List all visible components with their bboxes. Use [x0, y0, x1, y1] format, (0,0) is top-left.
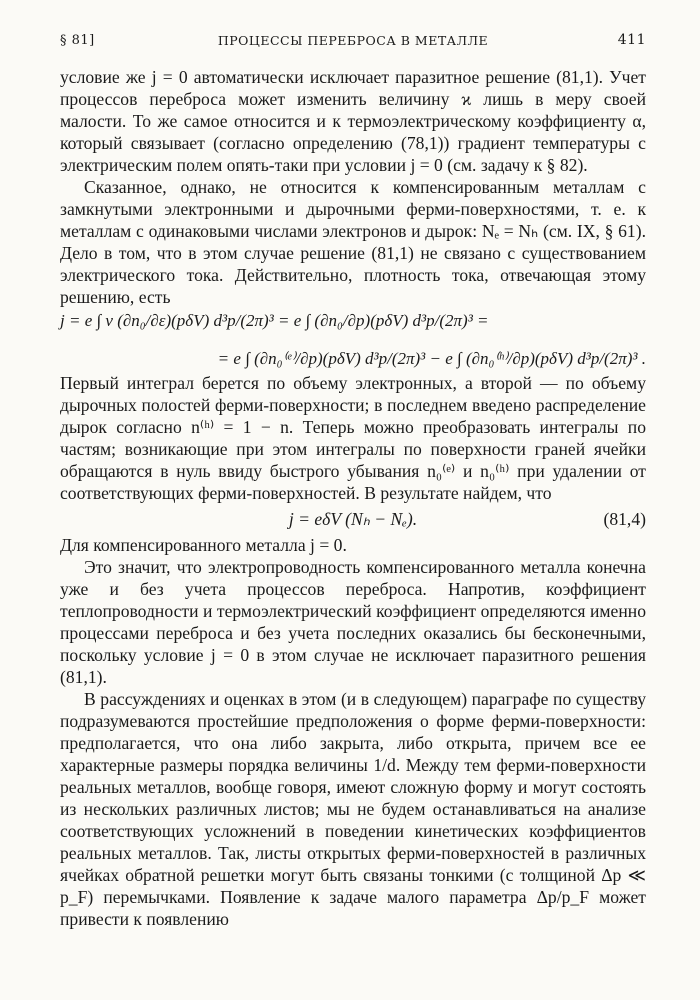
equation-81-4 [60, 504, 646, 534]
page-number: 411 [617, 32, 646, 48]
current-density-formula [60, 310, 646, 372]
paragraph-1: условие же j = 0 автоматически исключает паразитное решение (81,1). Учет процессов переброса может изменить величину ϰ лишь в меру своей малости. То же самое относится и к термоэлектрическому коэффициенту α, который связывает (согласно определению (78,1)) градиент температуры с электрическим полем опять-таки при условии j = 0 (см. задачу к § 82). [60, 67, 646, 175]
main-text [60, 66, 646, 930]
formula-line-2: = e ∫ (∂n₀⁽ᵉ⁾/∂p)(pδV) d³p/(2π)³ − e ∫ (∂n₀⁽ʰ⁾/∂p)(pδV) d³p/(2π)³ . [217, 349, 646, 368]
paragraph-5: Это значит, что электропроводность компенсированного металла конечна уже и без учета процессов переброса. Напротив, коэффициент теплопроводности и термоэлектрический коэффициент определяются именно процессами переброса и без учета последних оказались бы бесконечными, поскольку условие j = 0 в этом случае не исключает паразитного решения (81,1). [60, 557, 646, 687]
paragraph-6: В рассуждениях и оценках в этом (и в следующем) параграфе по существу подразумеваются простейшие предположения о форме ферми-поверхности: предполагается, что она либо закрыта, либо открыта, причем все ее характерные размеры порядка величины 1/d. Между тем ферми-поверхности реальных металлов, вообще говоря, имеют сложную форму и могут состоять из нескольких различных листов; мы не будем останавливаться на анализе соответствующих усложнений в поведении кинетических коэффициентов реальных металлов. Так, листы открытых ферми-поверхностей в различных ячейках обратной решетки могут быть связаны тонкими (с толщиной Δp ≪ p_F) перемычками. Появление к задаче малого параметра Δp/p_F может привести к появлению [60, 689, 646, 929]
paragraph-4: Для компенсированного металла j = 0. [60, 535, 347, 555]
running-title: ПРОЦЕССЫ ПЕРЕБРОСА В МЕТАЛЛЕ [217, 33, 489, 48]
equation-body: j = eδV (Nₕ − Nₑ). [288, 509, 418, 529]
running-header [60, 33, 646, 55]
formula-line-1: j = e ∫ v (∂n₀/∂ε)(pδV) d³p/(2π)³ = e ∫ (∂n₀/∂p)(pδV) d³p/(2π)³ = [60, 311, 489, 330]
equation-number: (81,4) [603, 509, 646, 529]
section-marker: § 81] [60, 33, 95, 48]
paragraph-2: Сказанное, однако, не относится к компенсированным металлам с замкнутыми электронными и дырочными ферми-поверхностями, т. е. к металлам с одинаковыми числами электронов и дырок: Nₑ = Nₕ (см. IX, § 61). Дело в том, что в этом случае решение (81,1) не связано с существованием электрического тока. Действительно, плотность тока, отвечающая этому решению, есть [60, 177, 646, 307]
paragraph-3: Первый интеграл берется по объему электронных, а второй — по объему дырочных полостей ферми-поверхности; в последнем введено распределение дырок согласно n⁽ʰ⁾ = 1 − n. Теперь можно преобразовать интегралы по частям; возникающие при этом интегралы по поверхности граней ячейки обращаются в нуль ввиду быстрого убывания n₀⁽ᵉ⁾ и n₀⁽ʰ⁾ при удалении от соответствующих ферми-поверхностей. В результате найдем, что [60, 373, 646, 503]
